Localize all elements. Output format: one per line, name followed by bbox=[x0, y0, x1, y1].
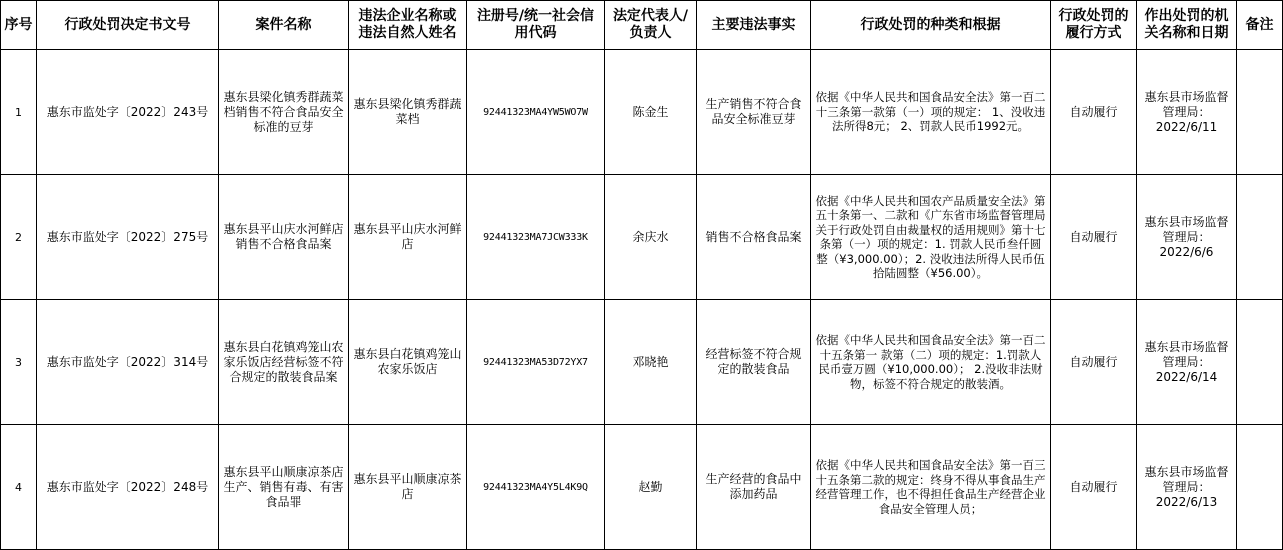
header-doc-no: 行政处罚决定书文号 bbox=[37, 1, 219, 50]
authority-date: 2022/6/14 bbox=[1155, 369, 1218, 384]
cell-case-name: 惠东县白花镇鸡笼山农家乐饭店经营标签不符合规定的散装食品案 bbox=[219, 300, 349, 425]
cell-code: 92441323MA4YW5WO7W bbox=[467, 50, 605, 175]
cell-rep: 陈金生 bbox=[605, 50, 697, 175]
authority-date: 2022/6/6 bbox=[1159, 244, 1214, 259]
cell-basis: 依据《中华人民共和国食品安全法》第一百二十三条第一款第（一）项的规定： 1、没收违法所得8元； 2、罚款人民币1992元。 bbox=[811, 50, 1051, 175]
table-row bbox=[1, 425, 1283, 550]
cell-party: 惠东县白花镇鸡笼山农家乐饭店 bbox=[349, 300, 467, 425]
cell-case-name: 惠东县梁化镇秀群蔬菜档销售不符合食品安全标准的豆芽 bbox=[219, 50, 349, 175]
cell-authority bbox=[1137, 425, 1237, 550]
table-header-row bbox=[1, 1, 1283, 50]
cell-authority bbox=[1137, 300, 1237, 425]
cell-note bbox=[1237, 300, 1283, 425]
cell-doc-no: 惠东市监处字〔2022〕248号 bbox=[37, 425, 219, 550]
cell-rep: 邓晓艳 bbox=[605, 300, 697, 425]
cell-code: 92441323MA53D72YX7 bbox=[467, 300, 605, 425]
authority-date: 2022/6/11 bbox=[1155, 119, 1218, 134]
header-facts: 主要违法事实 bbox=[697, 1, 811, 50]
cell-facts: 生产销售不符合食品安全标准豆芽 bbox=[697, 50, 811, 175]
cell-party: 惠东县平山顺康凉茶店 bbox=[349, 425, 467, 550]
cell-doc-no: 惠东市监处字〔2022〕243号 bbox=[37, 50, 219, 175]
authority-name: 惠东县市场监督管理局： bbox=[1144, 464, 1229, 494]
header-index: 序号 bbox=[1, 1, 37, 50]
table-row bbox=[1, 300, 1283, 425]
cell-code: 92441323MA7JCW333K bbox=[467, 175, 605, 300]
authority-name: 惠东县市场监督管理局： bbox=[1144, 214, 1229, 244]
cell-index: 1 bbox=[1, 50, 37, 175]
cell-facts: 销售不合格食品案 bbox=[697, 175, 811, 300]
cell-note bbox=[1237, 425, 1283, 550]
cell-authority bbox=[1137, 175, 1237, 300]
table-row bbox=[1, 50, 1283, 175]
cell-party: 惠东县平山庆水河鲜店 bbox=[349, 175, 467, 300]
header-method: 行政处罚的履行方式 bbox=[1051, 1, 1137, 50]
cell-authority bbox=[1137, 50, 1237, 175]
header-party: 违法企业名称或违法自然人姓名 bbox=[349, 1, 467, 50]
table-row bbox=[1, 175, 1283, 300]
cell-doc-no: 惠东市监处字〔2022〕314号 bbox=[37, 300, 219, 425]
cell-party: 惠东县梁化镇秀群蔬菜档 bbox=[349, 50, 467, 175]
header-authority: 作出处罚的机关名称和日期 bbox=[1137, 1, 1237, 50]
cell-basis: 依据《中华人民共和国农产品质量安全法》第五十条第一、二款和《广东省市场监督管理局关于行政处罚自由裁量权的适用规则》第十七条第（一）项的规定：1. 罚款人民币叁仟圆整（¥3,000.00）；2. 没收违法所得人民币伍拾陆圆整（¥56.00）。 bbox=[811, 175, 1051, 300]
cell-basis: 依据《中华人民共和国食品安全法》第一百二十五条第一 款第（二）项的规定：1.罚款人民币壹万圆（¥10,000.00）； 2.没收非法财物，标签不符合规定的散装酒。 bbox=[811, 300, 1051, 425]
cell-method: 自动履行 bbox=[1051, 50, 1137, 175]
authority-name: 惠东县市场监督管理局： bbox=[1144, 339, 1229, 369]
header-note: 备注 bbox=[1237, 1, 1283, 50]
cell-note bbox=[1237, 175, 1283, 300]
header-rep: 法定代表人/负责人 bbox=[605, 1, 697, 50]
cell-rep: 赵勤 bbox=[605, 425, 697, 550]
cell-method: 自动履行 bbox=[1051, 425, 1137, 550]
cell-case-name: 惠东县平山顺康凉茶店生产、销售有毒、有害食品罪 bbox=[219, 425, 349, 550]
authority-name: 惠东县市场监督管理局： bbox=[1144, 89, 1229, 119]
cell-method: 自动履行 bbox=[1051, 175, 1137, 300]
cell-facts: 经营标签不符合规定的散装食品 bbox=[697, 300, 811, 425]
cell-index: 2 bbox=[1, 175, 37, 300]
cell-case-name: 惠东县平山庆水河鲜店销售不合格食品案 bbox=[219, 175, 349, 300]
cell-code: 92441323MA4Y5L4K9Q bbox=[467, 425, 605, 550]
cell-rep: 余庆水 bbox=[605, 175, 697, 300]
cell-basis: 依据《中华人民共和国食品安全法》第一百三十五条第二款的规定：终身不得从事食品生产经营管理工作，也不得担任食品生产经营企业食品安全管理人员； bbox=[811, 425, 1051, 550]
authority-date: 2022/6/13 bbox=[1155, 494, 1218, 509]
cell-index: 4 bbox=[1, 425, 37, 550]
cell-note bbox=[1237, 50, 1283, 175]
cell-method: 自动履行 bbox=[1051, 300, 1137, 425]
cell-index: 3 bbox=[1, 300, 37, 425]
cell-doc-no: 惠东市监处字〔2022〕275号 bbox=[37, 175, 219, 300]
header-basis: 行政处罚的种类和根据 bbox=[811, 1, 1051, 50]
header-code: 注册号/统一社会信用代码 bbox=[467, 1, 605, 50]
cell-facts: 生产经营的食品中添加药品 bbox=[697, 425, 811, 550]
header-case-name: 案件名称 bbox=[219, 1, 349, 50]
